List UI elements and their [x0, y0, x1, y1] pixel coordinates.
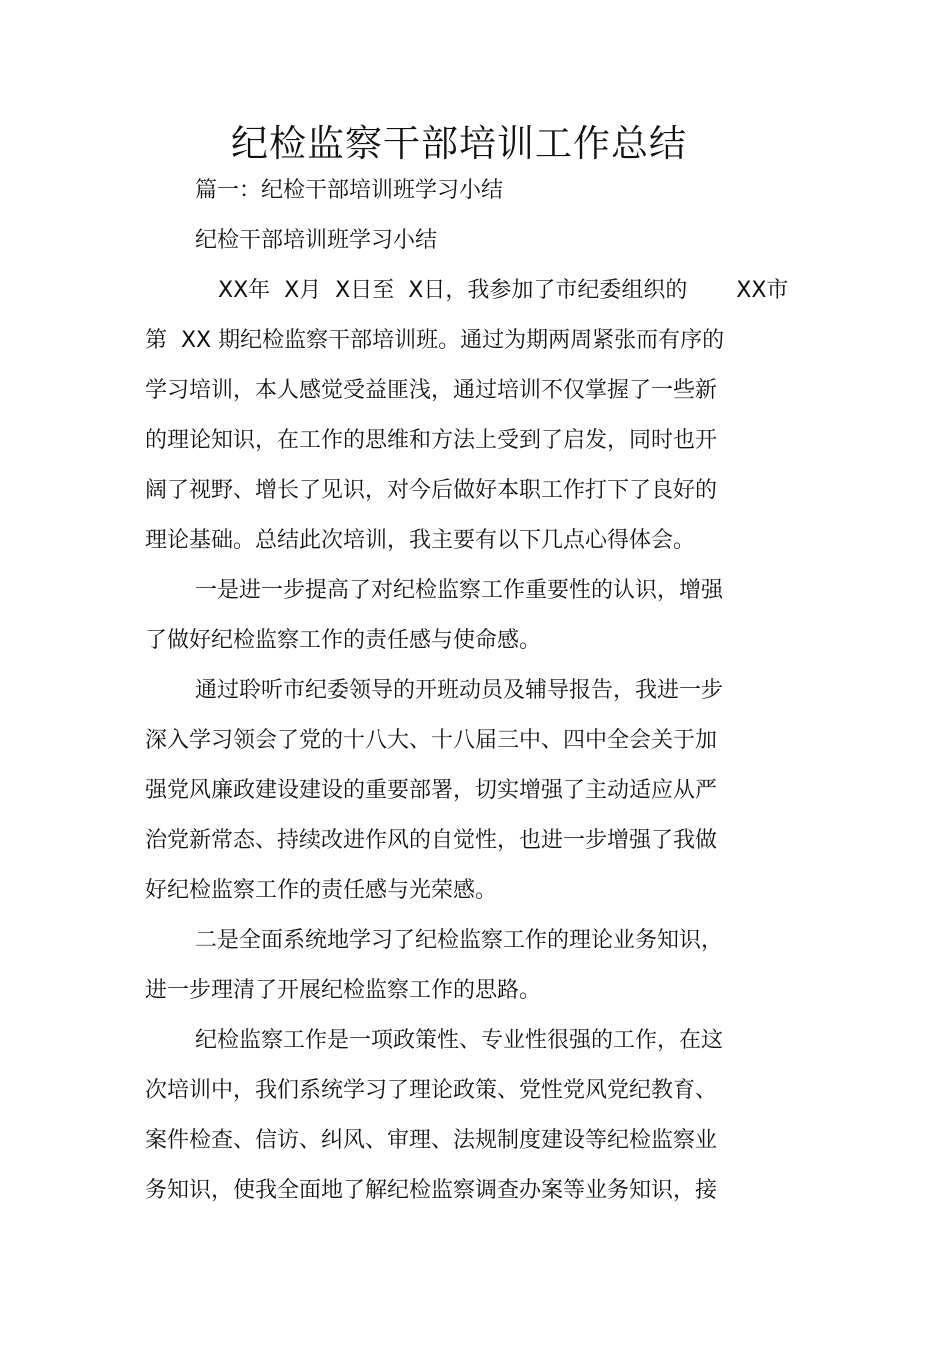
paragraph-line: 务知识，使我全面地了解纪检监察调查办案等业务知识，接 — [145, 1178, 718, 1203]
paragraph-line: 学习培训，本人感觉受益匪浅，通过培训不仅掌握了一些新 — [145, 378, 718, 403]
paragraph-line: 强党风廉政建设建设的重要部署，切实增强了主动适应从严 — [145, 778, 718, 803]
subtitle: 纪检干部培训班学习小结 — [195, 228, 438, 253]
paragraph-line: 治党新常态、持续改进作风的自觉性，也进一步增强了我做 — [145, 828, 718, 853]
paragraph-line: 阔了视野、增长了见识，对今后做好本职工作打下了良好的 — [145, 478, 718, 503]
paragraph-line: 纪检监察工作是一项政策性、专业性很强的工作，在这 — [195, 1028, 724, 1053]
paragraph-line: 二是全面系统地学习了纪检监察工作的理论业务知识， — [195, 928, 724, 953]
paragraph-line: 的理论知识，在工作的思维和方法上受到了启发，同时也开 — [145, 428, 718, 453]
paragraph-line: 案件检查、信访、纠风、审理、法规制度建设等纪检监察业 — [145, 1128, 718, 1153]
section-heading: 篇一：纪检干部培训班学习小结 — [195, 178, 504, 203]
paragraph-line: 一是进一步提高了对纪检监察工作重要性的认识，增强 — [195, 578, 724, 603]
paragraph-line: 进一步理清了开展纪检监察工作的思路。 — [145, 978, 542, 1003]
paragraph-line: 深入学习领会了党的十八大、十八届三中、四中全会关于加 — [145, 728, 718, 753]
paragraph-line: 理论基础。总结此次培训，我主要有以下几点心得体会。 — [145, 528, 696, 553]
paragraph-line: 第 XX 期纪检监察干部培训班。通过为期两周紧张而有序的 — [145, 328, 725, 353]
paragraph-line: 了做好纪检监察工作的责任感与使命感。 — [145, 628, 542, 653]
document-title: 纪检监察干部培训工作总结 — [231, 122, 687, 165]
paragraph-line: 次培训中，我们系统学习了理论政策、党性党风党纪教育、 — [145, 1078, 718, 1103]
paragraph-line: 好纪检监察工作的责任感与光荣感。 — [145, 878, 498, 903]
paragraph-line: XX年 X月 X日至 X日，我参加了市纪委组织的 XX市 — [218, 278, 789, 303]
paragraph-line: 通过聆听市纪委领导的开班动员及辅导报告，我进一步 — [195, 678, 724, 703]
